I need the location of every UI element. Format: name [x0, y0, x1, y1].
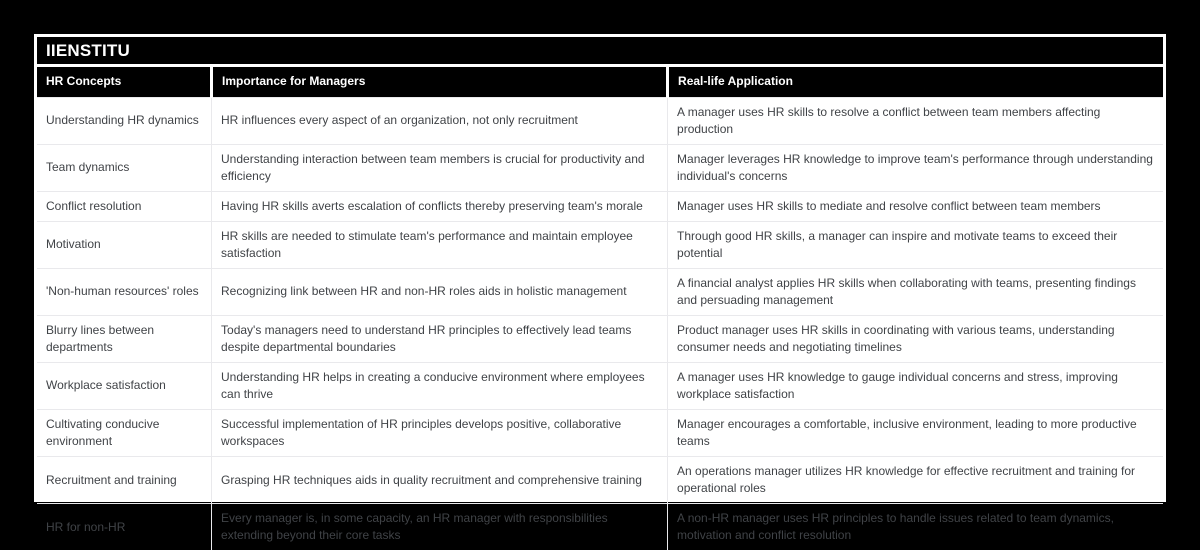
table-cell: HR skills are needed to stimulate team's performance and maintain employee satisfaction — [212, 221, 668, 268]
table-cell: Having HR skills averts escalation of conflicts thereby preserving team's morale — [212, 191, 668, 221]
table-cell: Through good HR skills, a manager can inspire and motivate teams to exceed their potential — [668, 221, 1163, 268]
table-cell: Successful implementation of HR principles develops positive, collaborative workspaces — [212, 410, 668, 457]
table-cell: Every manager is, in some capacity, an HR manager with responsibilities extending beyond their core tasks — [212, 504, 668, 550]
table-cell: A manager uses HR skills to resolve a conflict between team members affecting production — [668, 97, 1163, 144]
table-row — [37, 315, 1163, 362]
table-cell: Conflict resolution — [37, 191, 212, 221]
table-row — [37, 504, 1163, 550]
table-row — [37, 362, 1163, 409]
table-cell: Understanding HR helps in creating a conducive environment where employees can thrive — [212, 362, 668, 409]
table-cell: Manager encourages a comfortable, inclusive environment, leading to more productive teams — [668, 410, 1163, 457]
table-card — [34, 34, 1166, 543]
table-cell: Understanding interaction between team members is crucial for productivity and efficiency — [212, 144, 668, 191]
table-row — [37, 144, 1163, 191]
hr-concepts-table — [37, 67, 1163, 550]
table-cell: Understanding HR dynamics — [37, 97, 212, 144]
table-body — [37, 97, 1163, 550]
column-header-hr-concepts: HR Concepts — [37, 67, 212, 97]
table-cell: A non-HR manager uses HR principles to handle issues related to team dynamics, motivation and conflict resolution — [668, 504, 1163, 550]
table-row — [37, 221, 1163, 268]
column-header-importance-for-managers: Importance for Managers — [212, 67, 668, 97]
table-row — [37, 457, 1163, 504]
header-row — [37, 67, 1163, 97]
table-cell: Grasping HR techniques aids in quality recruitment and comprehensive training — [212, 457, 668, 504]
table-cell: Workplace satisfaction — [37, 362, 212, 409]
table-row — [37, 410, 1163, 457]
table-cell: Blurry lines between departments — [37, 315, 212, 362]
table-cell: HR influences every aspect of an organization, not only recruitment — [212, 97, 668, 144]
table-cell: Manager leverages HR knowledge to improve team's performance through understanding individual's concerns — [668, 144, 1163, 191]
column-header-real-life-application: Real-life Application — [668, 67, 1163, 97]
table-cell: Product manager uses HR skills in coordinating with various teams, understanding consumer needs and negotiating timelines — [668, 315, 1163, 362]
table-cell: A financial analyst applies HR skills when collaborating with teams, presenting findings and persuading management — [668, 268, 1163, 315]
table-cell: Motivation — [37, 221, 212, 268]
table-cell: Recruitment and training — [37, 457, 212, 504]
table-row — [37, 268, 1163, 315]
table-row — [37, 97, 1163, 144]
table-cell: Today's managers need to understand HR principles to effectively lead teams despite departmental boundaries — [212, 315, 668, 362]
table-cell: Manager uses HR skills to mediate and resolve conflict between team members — [668, 191, 1163, 221]
table-cell: Team dynamics — [37, 144, 212, 191]
title-bar — [37, 37, 1163, 64]
table-cell: A manager uses HR knowledge to gauge individual concerns and stress, improving workplace satisfaction — [668, 362, 1163, 409]
table-cell: HR for non-HR — [37, 504, 212, 550]
table-cell: 'Non-human resources' roles — [37, 268, 212, 315]
page-title: IIENSTITU — [46, 41, 130, 60]
table-cell: Cultivating conducive environment — [37, 410, 212, 457]
table-cell: An operations manager utilizes HR knowledge for effective recruitment and training for operational roles — [668, 457, 1163, 504]
table-cell: Recognizing link between HR and non-HR roles aids in holistic management — [212, 268, 668, 315]
table-row — [37, 191, 1163, 221]
